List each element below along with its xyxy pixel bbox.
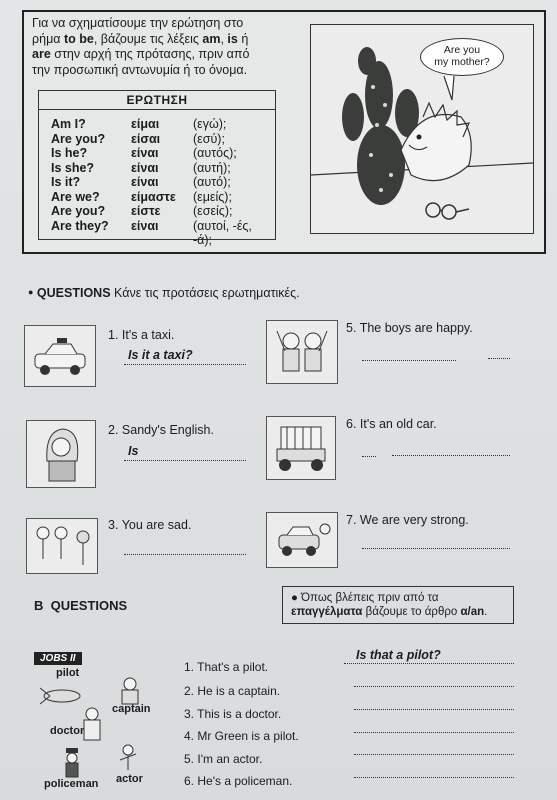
b-question-3: 3. This is a doctor.: [184, 707, 282, 721]
table-cell-en: Is it?: [51, 175, 81, 189]
doctor-icon: [84, 708, 100, 740]
a-answer-line-5b[interactable]: [488, 358, 510, 359]
a-answer-line-3[interactable]: [124, 554, 246, 555]
table-cell-gr: είστε: [131, 204, 161, 218]
boys-icon: [267, 321, 337, 383]
speech-bubble: Are you my mother?: [420, 38, 504, 76]
a-answer-line-2[interactable]: [124, 460, 246, 461]
policeman-icon: [66, 748, 78, 777]
captain-icon: [122, 678, 138, 704]
a-answer-line-7[interactable]: [362, 548, 510, 549]
sad-people-picture: [26, 518, 98, 574]
taxi-picture: [24, 325, 96, 387]
section-a-title: ● QUESTIONS Κάνε τις προτάσεις ερωτηματικές.: [28, 286, 300, 300]
taxi-icon: [25, 326, 95, 386]
section-b-title: B QUESTIONS: [34, 598, 128, 613]
job-word-doctor: doctor: [50, 725, 85, 737]
b-answer-1[interactable]: Is that a pilot?: [356, 648, 441, 662]
girl-icon: [27, 421, 95, 487]
table-cell-gr: είναι: [131, 160, 159, 175]
b-answer-line-5[interactable]: [354, 754, 514, 755]
table-cell-en: Is he?: [51, 146, 88, 160]
a-question-1: 1. It's a taxi.: [108, 328, 175, 342]
table-cell-en: Are you?: [51, 204, 106, 218]
table-cell-pron: (αυτοί, -ές, -ά);: [193, 218, 252, 247]
table-cell-gr: είσαι: [131, 131, 161, 146]
jobs-label: JOBS II: [34, 652, 82, 665]
table-rows: [51, 117, 271, 247]
question-table: [38, 90, 276, 247]
a-question-6: 6. It's an old car.: [346, 417, 437, 431]
a-answer-line-6b[interactable]: [392, 455, 510, 456]
table-cell-gr: είμαστε: [131, 189, 176, 204]
table-cell-pron: (αυτό);: [193, 175, 231, 189]
intro-text: [32, 16, 294, 78]
article-note: [282, 586, 514, 624]
b-answer-line-3[interactable]: [354, 709, 514, 710]
table-cell-gr: είμαι: [131, 117, 160, 131]
b-answer-line-1[interactable]: [344, 663, 514, 664]
table-cell-pron: (εγώ);: [193, 117, 227, 131]
a-answer-line-1[interactable]: [124, 364, 246, 365]
strong-people-picture: [266, 512, 338, 568]
table-cell-pron: (εσείς);: [193, 204, 233, 218]
a-question-3: 3. You are sad.: [108, 518, 192, 532]
table-row: [51, 204, 271, 219]
table-row: [51, 161, 271, 176]
note-line-1: ● Όπως βλέπεις πριν από τα: [291, 592, 439, 604]
happy-boys-picture: [266, 320, 338, 384]
intro-line-3: are στην αρχή της πρότασης, πριν από: [32, 47, 250, 61]
a-answer-line-5[interactable]: [362, 360, 456, 361]
job-word-captain: captain: [112, 703, 151, 715]
old-car-picture: [266, 416, 336, 480]
table-cell-pron: (εσύ);: [193, 131, 225, 146]
b-answer-line-6[interactable]: [354, 777, 514, 778]
sad-people-icon: [27, 519, 97, 573]
b-question-1: 1. That's a pilot.: [184, 660, 269, 674]
table-cell-en: Is she?: [51, 160, 95, 175]
intro-line-1: Για να σχηματίσουμε την ερώτηση στο: [32, 16, 244, 30]
table-cell-pron: (αυτός);: [193, 146, 237, 160]
table-cell-gr: είναι: [131, 175, 159, 189]
girl-picture: [26, 420, 96, 488]
a-answer-2[interactable]: Is: [128, 444, 139, 458]
table-row: [51, 146, 271, 161]
table-row: [51, 132, 271, 147]
a-answer-1[interactable]: Is it a taxi?: [128, 348, 193, 362]
b-question-5: 5. I'm an actor.: [184, 752, 263, 766]
speech-bubble-tail: [440, 76, 460, 102]
bullet-icon: ●: [28, 287, 34, 297]
a-question-2: 2. Sandy's English.: [108, 423, 214, 437]
old-car-icon: [267, 417, 335, 479]
table-row: [51, 117, 271, 132]
table-cell-gr: είναι: [131, 218, 159, 233]
table-cell-en: Are we?: [51, 189, 100, 204]
table-cell-en: Am I?: [51, 117, 86, 131]
table-row: [51, 175, 271, 190]
note-line-2: επαγγέλματα βάζουμε το άρθρο α/an.: [291, 606, 488, 618]
intro-line-4: την προσωπική αντωνυμία ή το όνομα.: [32, 62, 248, 77]
actor-icon: [120, 745, 136, 770]
table-cell-en: Are they?: [51, 218, 109, 233]
job-word-policeman: policeman: [44, 778, 99, 790]
bullet-icon: ●: [291, 592, 302, 604]
b-question-6: 6. He's a policeman.: [184, 774, 293, 788]
a-question-7: 7. We are very strong.: [346, 513, 469, 527]
glasses-icon: [426, 203, 469, 219]
table-cell-pron: (αυτή);: [193, 160, 231, 175]
a-answer-line-6a[interactable]: [362, 456, 376, 457]
job-word-actor: actor: [116, 773, 143, 785]
table-row: [51, 190, 271, 205]
table-row: [51, 218, 271, 247]
job-word-pilot: pilot: [56, 667, 80, 679]
table-cell-en: Are you?: [51, 131, 106, 146]
pilot-icon: [40, 688, 80, 704]
a-question-5: 5. The boys are happy.: [346, 321, 473, 335]
b-answer-line-4[interactable]: [354, 732, 514, 733]
b-question-4: 4. Mr Green is a pilot.: [184, 729, 299, 743]
table-cell-gr: είναι: [131, 146, 159, 160]
car-push-icon: [267, 513, 337, 567]
b-answer-line-2[interactable]: [354, 686, 514, 687]
table-heading: ΕΡΩΤΗΣΗ: [39, 91, 275, 110]
intro-line-2: ρήμα to be, βάζουμε τις λέξεις am, is ή: [32, 31, 249, 46]
b-question-2: 2. He is a captain.: [184, 684, 281, 698]
table-cell-pron: (εμείς);: [193, 189, 232, 204]
